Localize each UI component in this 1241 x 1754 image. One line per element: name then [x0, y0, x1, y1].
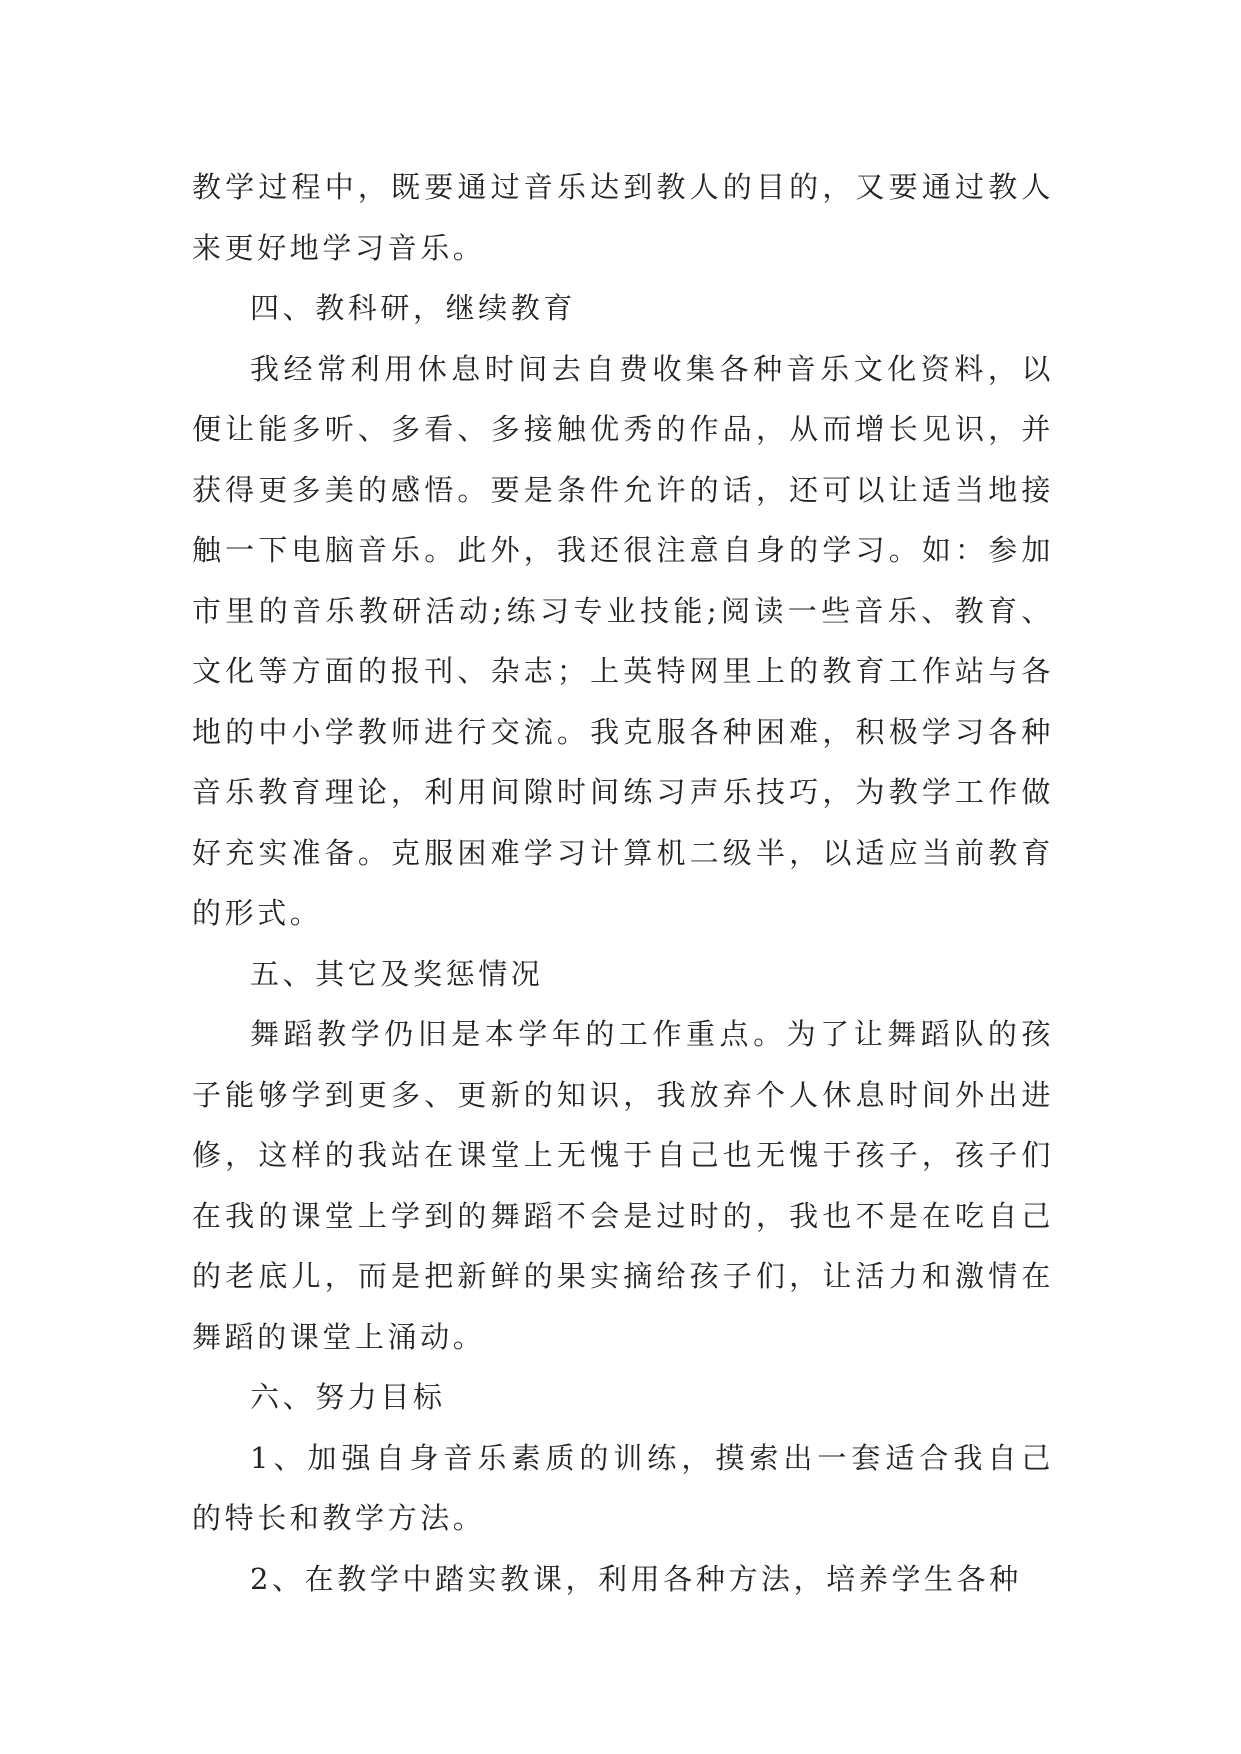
section-heading-5: 五、其它及奖惩情况: [250, 956, 544, 991]
goal-item-2: 2、在教学中踏实教课，利用各种方法，培养学生各种: [250, 1561, 1022, 1596]
section-heading-4: 四、教科研，继续教育: [250, 291, 577, 325]
paragraph-continuation: 教学过程中，既要通过音乐达到教人的目的，又要通过教人来更好地学习音乐。: [192, 170, 1054, 265]
goal-item-1: 1、加强自身音乐素质的训练，摸索出一套适合我自己的特长和教学方法。: [192, 1440, 1054, 1535]
paragraph-research: 我经常利用休息时间去自费收集各种音乐文化资料，以便让能多听、多看、多接触优秀的作品，从而增长见识，并获得更多美的感悟。要是条件允许的话，还可以让适当地接触一下电脑音乐。此外，我还很注意自身的学习。如：参加市里的音乐教研活动;练习专业技能;阅读一些音乐、教育、文化等方面的报刊、杂志；上英特网里上的教育工作站与各地的中小学教师进行交流。我克服各种困难，积极学习各种音乐教育理论，利用间隙时间练习声乐技巧，为教学工作做好充实准备。克服困难学习计算机二级半，以适应当前教育的形式。: [192, 351, 1054, 930]
section-heading-6: 六、努力目标: [250, 1380, 446, 1414]
document-body: [192, 157, 1054, 1609]
paragraph-dance: 舞蹈教学仍旧是本学年的工作重点。为了让舞蹈队的孩子能够学到更多、更新的知识，我放弃个人休息时间外出进修，这样的我站在课堂上无愧于自己也无愧于孩子，孩子们在我的课堂上学到的舞蹈不会是过时的，我也不是在吃自己的老底儿，而是把新鲜的果实摘给孩子们，让活力和激情在舞蹈的课堂上涌动。: [192, 1017, 1054, 1354]
